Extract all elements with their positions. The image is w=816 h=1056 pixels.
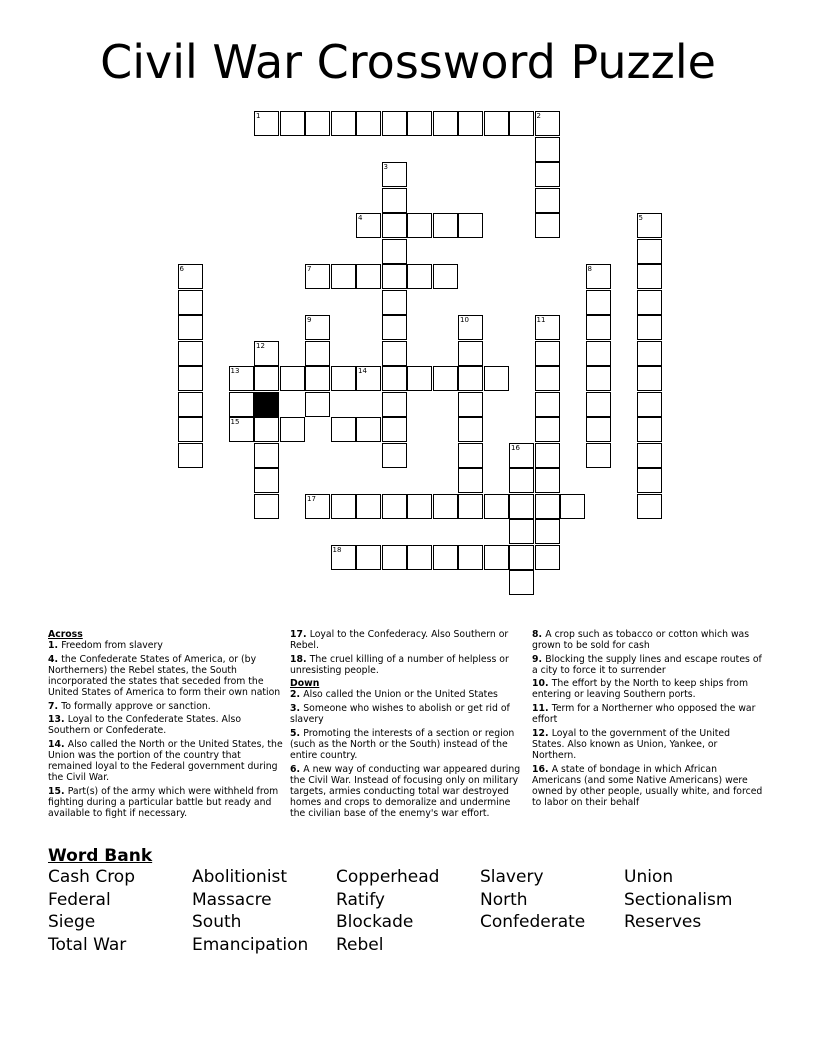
clues-column-1 (48, 629, 283, 822)
clue-number: 13. (48, 714, 68, 726)
crossword-cell[interactable] (382, 443, 407, 468)
crossword-cell[interactable] (458, 392, 483, 417)
clue-item (532, 678, 764, 700)
cell-number: 9 (307, 316, 312, 324)
crossword-cell[interactable] (637, 468, 662, 493)
crossword-cell[interactable] (535, 341, 560, 366)
crossword-cell[interactable] (535, 494, 560, 519)
crossword-cell[interactable] (637, 213, 662, 238)
word-bank-item: Union (624, 867, 674, 887)
crossword-cell[interactable] (586, 366, 611, 391)
crossword-cell[interactable] (356, 417, 381, 442)
cell-number: 7 (307, 265, 312, 273)
word-bank-heading: Word Bank (48, 846, 153, 866)
clue-text: Someone who wishes to abolish or get rid of slavery (290, 703, 510, 726)
crossword-cell[interactable] (254, 468, 279, 493)
crossword-cell[interactable] (178, 443, 203, 468)
word-bank-item: Siege (48, 912, 96, 932)
clue-text: Term for a Northerner who opposed the war effort (532, 703, 756, 726)
word-bank-item: Ratify (336, 889, 385, 910)
clue-item (290, 689, 523, 700)
crossword-cell[interactable] (637, 315, 662, 340)
clue-number: 18. (290, 653, 310, 665)
crossword-cell[interactable] (280, 366, 305, 391)
clue-text: Loyal to the Confederate States. Also Southern or Confederate. (48, 714, 242, 737)
crossword-cell[interactable] (484, 111, 509, 136)
clue-text: Also called the North or the United States, the Union was the portion of the country that remained loyal to the Federal government during the Civil War. (48, 738, 283, 784)
clue-item (48, 786, 283, 819)
crossword-cell[interactable] (433, 545, 458, 570)
clue-text: The cruel killing of a number of helpless or unresisting people. (290, 653, 509, 676)
cell-number: 6 (179, 265, 184, 273)
clue-number: 1. (48, 640, 62, 652)
clue-item (48, 701, 283, 712)
cell-number: 1 (256, 112, 261, 120)
clue-number: 15. (48, 785, 68, 797)
clue-text: A state of bondage in which African Americans (and some Native Americans) were owned by other people, usually white, and forced to labor on their behalf (532, 763, 763, 808)
crossword-cell[interactable] (433, 264, 458, 289)
crossword-cell[interactable] (382, 162, 407, 187)
clue-item (48, 739, 283, 783)
crossword-cell[interactable] (382, 341, 407, 366)
word-bank-item: Massacre (192, 889, 272, 910)
clue-number: 5. (290, 727, 304, 739)
crossword-cell[interactable] (305, 315, 330, 340)
crossword-cell[interactable] (509, 545, 534, 570)
crossword-cell[interactable] (356, 545, 381, 570)
cell-number: 12 (256, 341, 265, 350)
crossword-cell[interactable] (382, 111, 407, 136)
crossword-cell[interactable] (637, 366, 662, 391)
crossword-cell[interactable] (560, 494, 585, 519)
crossword-cell[interactable] (586, 315, 611, 340)
crossword-cell[interactable] (509, 468, 534, 493)
crossword-cell[interactable] (586, 443, 611, 468)
clue-item (532, 764, 764, 808)
crossword-cell[interactable] (458, 545, 483, 570)
crossword-cell[interactable] (331, 417, 356, 442)
crossword-cell[interactable] (484, 545, 509, 570)
clue-text: Loyal to the Confederacy. Also Southern or Rebel. (290, 629, 509, 652)
cell-number: 18 (332, 545, 342, 554)
clue-item (532, 654, 764, 676)
crossword-cell[interactable] (382, 213, 407, 238)
cell-number: 13 (230, 367, 240, 375)
down-heading: Down (290, 678, 320, 690)
crossword-cell[interactable] (356, 366, 381, 391)
clues-column-3 (532, 629, 764, 810)
clue-text: The effort by the North to keep ships from entering or leaving Southern ports. (532, 678, 749, 701)
crossword-cell[interactable] (535, 162, 560, 187)
clue-text: Also called the Union or the United States (303, 689, 498, 701)
crossword-cell[interactable] (509, 443, 534, 468)
crossword-cell[interactable] (382, 290, 407, 315)
crossword-cell[interactable] (407, 366, 432, 391)
crossword-cell[interactable] (637, 239, 662, 264)
crossword-cell[interactable] (331, 264, 356, 289)
crossword-cell[interactable] (305, 494, 330, 519)
crossword-cell[interactable] (535, 366, 560, 391)
crossword-cell[interactable] (407, 494, 432, 519)
crossword-cell[interactable] (535, 392, 560, 417)
crossword-cell[interactable] (254, 111, 279, 136)
clue-number: 8. (532, 629, 546, 640)
clue-number: 16. (532, 763, 552, 775)
cell-number: 2 (536, 112, 541, 120)
crossword-cell[interactable] (458, 494, 483, 519)
clue-text: A new way of conducting war appeared during the Civil War. Instead of focusing only on military targets, armies conducting total war destroyed homes and crops to demoralize and undermine the civilian base of the enemy's war effort. (290, 763, 521, 819)
clue-item (532, 629, 764, 651)
crossword-cell[interactable] (458, 443, 483, 468)
crossword-cell[interactable] (484, 366, 509, 391)
crossword-cell[interactable] (382, 494, 407, 519)
across-clue-list-continued (290, 629, 523, 676)
crossword-cell[interactable] (535, 519, 560, 544)
crossword-cell[interactable] (356, 111, 381, 136)
word-bank-item: Copperhead (336, 867, 440, 887)
clue-number: 3. (290, 703, 304, 715)
across-heading: Across (48, 629, 83, 640)
crossword-cell[interactable] (331, 545, 356, 570)
down-clue-list (290, 689, 523, 819)
crossword-cell[interactable] (356, 494, 381, 519)
crossword-cell[interactable] (254, 417, 279, 442)
crossword-cell[interactable] (509, 519, 534, 544)
crossword-cell[interactable] (535, 417, 560, 442)
cell-number: 10 (460, 316, 469, 324)
clue-item (48, 714, 283, 736)
clue-number: 17. (290, 629, 310, 640)
crossword-cell[interactable] (535, 315, 560, 340)
crossword-cell[interactable] (382, 417, 407, 442)
black-cell (254, 392, 279, 417)
clue-text: Part(s) of the army which were withheld from fighting during a particular battle but ready and available to fight if necessary. (48, 785, 279, 819)
cell-number: 5 (638, 214, 643, 222)
crossword-cell[interactable] (331, 366, 356, 391)
crossword-cell[interactable] (229, 366, 254, 391)
crossword-cell[interactable] (178, 392, 203, 417)
crossword-cell[interactable] (586, 264, 611, 289)
crossword-cell[interactable] (586, 341, 611, 366)
crossword-cell[interactable] (637, 494, 662, 519)
word-bank-item: Confederate (480, 912, 586, 932)
cell-number: 17 (307, 494, 316, 503)
clue-text: Blocking the supply lines and escape routes of a city to force it to surrender (532, 653, 762, 676)
crossword-cell[interactable] (305, 111, 330, 136)
crossword-cell[interactable] (458, 468, 483, 493)
crossword-cell[interactable] (178, 417, 203, 442)
crossword-cell[interactable] (305, 392, 330, 417)
crossword-cell[interactable] (382, 264, 407, 289)
clue-number: 6. (290, 763, 304, 775)
clue-number: 7. (48, 700, 62, 712)
clue-text: Loyal to the government of the United States. Also known as Union, Yankee, or Northern. (532, 727, 730, 761)
word-bank-item: Emancipation (192, 934, 309, 955)
crossword-cell[interactable] (637, 417, 662, 442)
down-clue-list-continued (532, 629, 764, 808)
crossword-cell[interactable] (331, 494, 356, 519)
crossword-cell[interactable] (305, 264, 330, 289)
crossword-cell[interactable] (637, 443, 662, 468)
crossword-cell[interactable] (458, 341, 483, 366)
word-bank-item: Slavery (480, 867, 544, 887)
cell-number: 14 (358, 367, 367, 375)
crossword-cell[interactable] (382, 315, 407, 340)
crossword-cell[interactable] (509, 494, 534, 519)
crossword-cell[interactable] (382, 239, 407, 264)
crossword-cell[interactable] (382, 392, 407, 417)
clue-item (290, 654, 523, 676)
crossword-cell[interactable] (535, 111, 560, 136)
word-bank-item: Sectionalism (624, 889, 733, 910)
crossword-cell[interactable] (178, 264, 203, 289)
clue-number: 14. (48, 738, 68, 750)
crossword-cell[interactable] (458, 417, 483, 442)
crossword-cell[interactable] (280, 111, 305, 136)
clue-item (48, 640, 283, 651)
crossword-cell[interactable] (178, 315, 203, 340)
crossword-cell[interactable] (356, 213, 381, 238)
clue-number: 10. (532, 678, 552, 690)
crossword-cell[interactable] (637, 341, 662, 366)
crossword-cell[interactable] (254, 366, 279, 391)
crossword-cell[interactable] (407, 213, 432, 238)
crossword-cell[interactable] (535, 188, 560, 213)
crossword-cell[interactable] (254, 443, 279, 468)
crossword-cell[interactable] (433, 366, 458, 391)
crossword-cell[interactable] (407, 111, 432, 136)
crossword-cell[interactable] (637, 290, 662, 315)
word-bank-item: Federal (48, 889, 111, 910)
crossword-cell[interactable] (458, 315, 483, 340)
cell-number: 3 (383, 163, 388, 171)
clue-item (48, 654, 283, 698)
crossword-cell[interactable] (280, 417, 305, 442)
clue-number: 12. (532, 727, 552, 739)
crossword-cell[interactable] (509, 111, 534, 136)
crossword-cell[interactable] (331, 111, 356, 136)
clue-item (532, 728, 764, 761)
crossword-cell[interactable] (637, 392, 662, 417)
crossword-cell[interactable] (305, 366, 330, 391)
clue-item (290, 629, 523, 651)
clue-number: 11. (532, 703, 552, 715)
crossword-cell[interactable] (433, 494, 458, 519)
clue-item (290, 703, 523, 725)
crossword-cell[interactable] (356, 264, 381, 289)
word-bank-item: Rebel (336, 934, 384, 955)
crossword-cell[interactable] (458, 213, 483, 238)
crossword-cell[interactable] (535, 545, 560, 570)
crossword-cell[interactable] (382, 366, 407, 391)
crossword-cell[interactable] (254, 341, 279, 366)
clue-item (532, 703, 764, 725)
clue-number: 9. (532, 653, 546, 665)
crossword-cell[interactable] (458, 111, 483, 136)
crossword-cell[interactable] (509, 570, 534, 595)
crossword-cell[interactable] (229, 417, 254, 442)
cell-number: 16 (511, 443, 520, 452)
crossword-cell[interactable] (586, 392, 611, 417)
word-bank-item: Reserves (624, 912, 702, 932)
crossword-cell[interactable] (305, 341, 330, 366)
crossword-cell[interactable] (637, 264, 662, 289)
crossword-cell[interactable] (382, 188, 407, 213)
crossword-cell[interactable] (178, 290, 203, 315)
clue-item (290, 728, 523, 761)
word-bank-item: Blockade (336, 912, 414, 932)
crossword-cell[interactable] (484, 494, 509, 519)
crossword-cell[interactable] (178, 341, 203, 366)
crossword-cell[interactable] (254, 494, 279, 519)
clues-column-2 (290, 629, 523, 822)
across-clue-list (48, 640, 283, 819)
crossword-cell[interactable] (407, 545, 432, 570)
cell-number: 11 (536, 316, 546, 324)
clue-number: 4. (48, 653, 62, 665)
cell-number: 15 (230, 418, 240, 426)
crossword-cell[interactable] (178, 366, 203, 391)
clue-item (290, 764, 523, 819)
crossword-cell[interactable] (458, 366, 483, 391)
crossword-cell[interactable] (407, 264, 432, 289)
clue-text: A crop such as tobacco or cotton which was grown to be sold for cash (532, 629, 750, 652)
page-title: Civil War Crossword Puzzle (100, 35, 716, 89)
word-bank-item: Total War (48, 934, 127, 955)
cell-number: 4 (358, 214, 363, 222)
crossword-cell[interactable] (535, 137, 560, 162)
word-bank-item: South (192, 912, 242, 932)
clue-text: To formally approve or sanction. (61, 700, 211, 712)
crossword-cell[interactable] (433, 213, 458, 238)
clue-text: the Confederate States of America, or (by Northerners) the Rebel states, the South incorporated the states that seceded from the United States of America to form their own nation (48, 653, 281, 698)
crossword-cell[interactable] (433, 111, 458, 136)
clue-text: Freedom from slavery (61, 640, 163, 652)
clue-text: Promoting the interests of a section or region (such as the North or the South) instead of the entire country. (290, 727, 515, 761)
crossword-cell[interactable] (535, 468, 560, 493)
crossword-cell[interactable] (229, 392, 254, 417)
word-bank-item: Cash Crop (48, 867, 136, 887)
cell-number: 8 (587, 265, 592, 273)
word-bank-item: Abolitionist (192, 867, 288, 887)
clue-number: 2. (290, 689, 304, 701)
crossword-cell[interactable] (586, 417, 611, 442)
word-bank-item: North (480, 889, 528, 910)
crossword-cell[interactable] (535, 213, 560, 238)
crossword-cell[interactable] (586, 290, 611, 315)
crossword-cell[interactable] (382, 545, 407, 570)
crossword-cell[interactable] (535, 443, 560, 468)
